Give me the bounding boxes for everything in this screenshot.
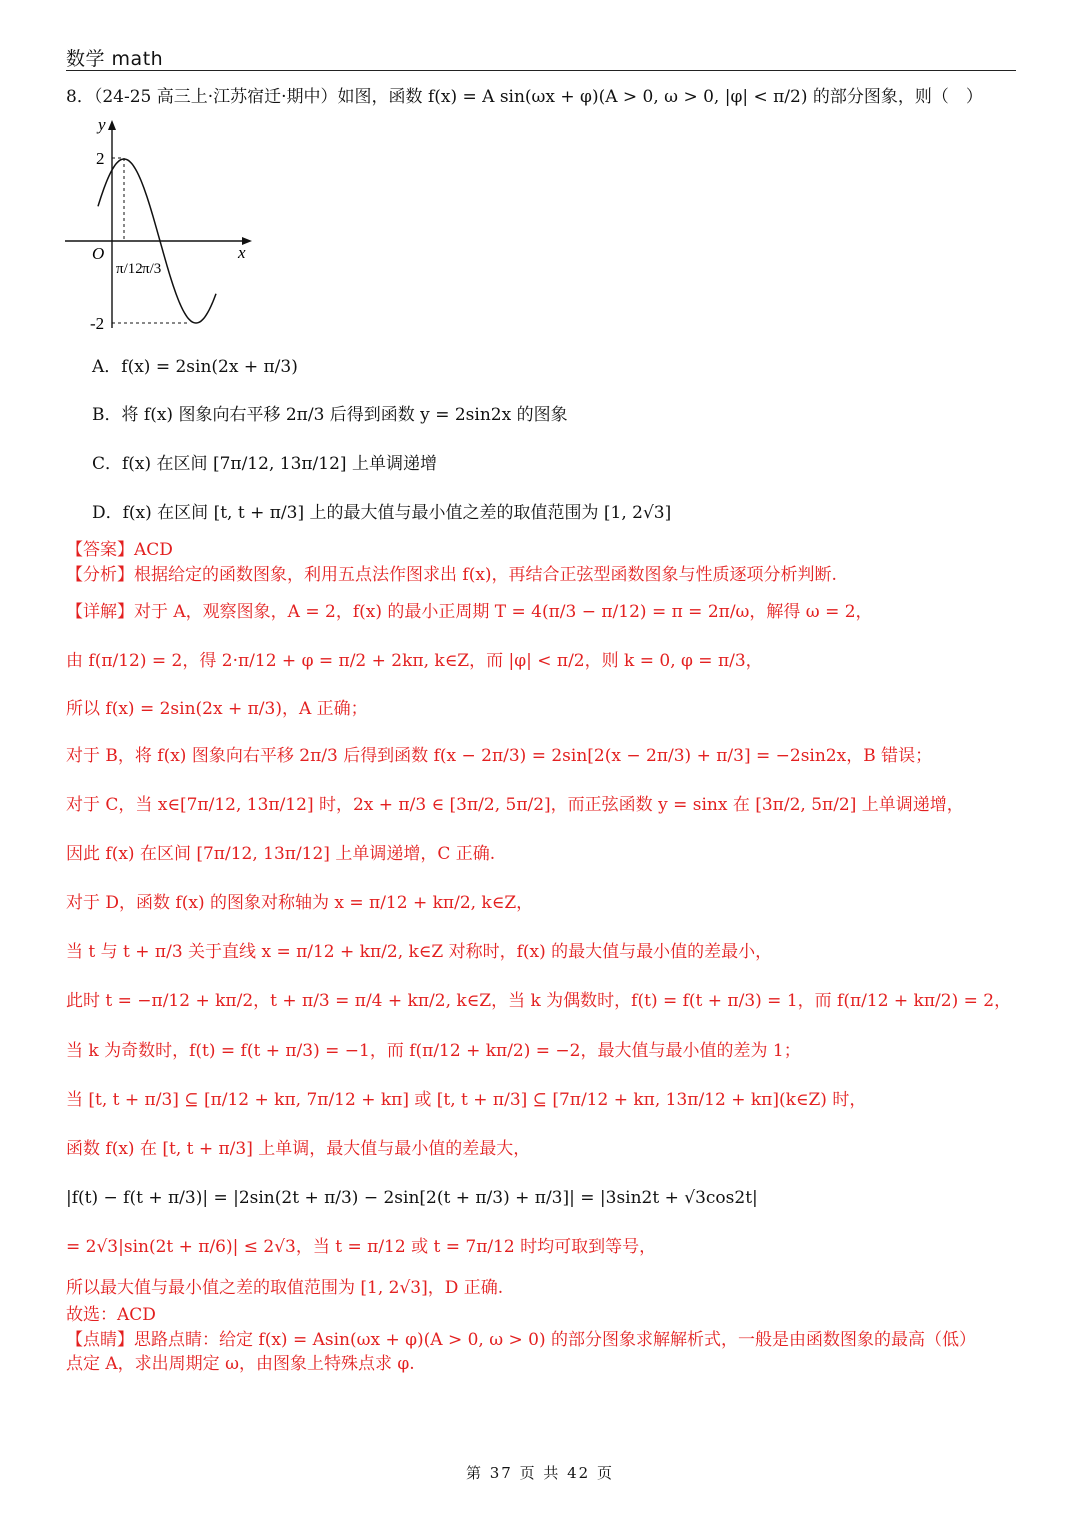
tick-x-pi-over-12: π/12 xyxy=(116,261,143,277)
detail-line: |f(t) − f(t + π/3)| = |2sin(2t + π/3) − 2sin[2(t + π/3) + π/3]| = |3sin2t + √3cos2t| xyxy=(66,1188,758,1208)
detail-line: 对于 D，函数 f(x) 的图象对称轴为 x = π/12 + kπ/2, k∈Z， xyxy=(66,893,534,913)
detail-line: 函数 f(x) 在 [t, t + π/3] 上单调，最大值与最小值的差最大， xyxy=(66,1139,531,1159)
y-axis-arrow-icon xyxy=(108,120,116,130)
comment-line-2: 点定 A，求出周期定 ω，由图象上特殊点求 φ. xyxy=(66,1354,415,1374)
detail-line: 当 [t, t + π/3] ⊆ [π/12 + kπ, 7π/12 + kπ] 或 [t, t + π/3] ⊆ [7π/12 + kπ, 13π/12 + kπ](k∈Z) 时， xyxy=(66,1090,867,1110)
origin-label: O xyxy=(92,244,105,263)
final-choice: 故选：ACD xyxy=(66,1305,156,1325)
detail-line: 此时 t = −π/12 + kπ/2，t + π/3 = π/4 + kπ/2, k∈Z，当 k 为偶数时，f(t) = f(t + π/3) = 1，而 f(π/12 + kπ/2) = 2， xyxy=(66,991,1012,1011)
y-axis-label: y xyxy=(98,118,106,134)
tick-y-min: -2 xyxy=(90,314,105,333)
comment-line-1: 【点睛】思路点睛：给定 f(x) = Asin(ωx + φ)(A > 0, ω > 0) 的部分图象求解解析式，一般是由函数图象的最高（低） xyxy=(66,1330,977,1350)
detail-line: 由 f(π/12) = 2，得 2·π/12 + φ = π/2 + 2kπ, k∈Z，而 |φ| < π/2，则 k = 0, φ = π/3， xyxy=(66,651,763,671)
option-a: A．f(x) = 2sin(2x + π/3) xyxy=(92,357,298,377)
detail-line: 对于 B，将 f(x) 图象向右平移 2π/3 后得到函数 f(x − 2π/3) = 2sin[2(x − 2π/3) + π/3] = −2sin2x，B 错误； xyxy=(66,746,933,766)
option-b: B．将 f(x) 图象向右平移 2π/3 后得到函数 y = 2sin2x 的图象 xyxy=(92,405,568,425)
option-c: C．f(x) 在区间 [7π/12, 13π/12] 上单调递增 xyxy=(92,454,437,474)
analysis: 【分析】根据给定的函数图象，利用五点法作图求出 f(x)，再结合正弦型函数图象与性质逐项分析判断. xyxy=(66,565,837,585)
detail-line: 所以 f(x) = 2sin(2x + π/3)，A 正确； xyxy=(66,699,368,719)
detail-line: 当 t 与 t + π/3 关于直线 x = π/12 + kπ/2, k∈Z 对称时，f(x) 的最大值与最小值的差最小， xyxy=(66,942,773,962)
detail-line: = 2√3|sin(2t + π/6)| ≤ 2√3，当 t = π/12 或 t = 7π/12 时均可取到等号， xyxy=(66,1237,657,1257)
tick-y-max: 2 xyxy=(96,149,105,168)
page-footer: 第 37 页 共 42 页 xyxy=(465,1464,614,1482)
sine-graph xyxy=(60,118,260,338)
answer: 【答案】ACD xyxy=(66,540,173,560)
header-title: 数学 math xyxy=(66,48,164,70)
detail-line: 【详解】对于 A，观察图象，A = 2，f(x) 的最小正周期 T = 4(π/3 − π/12) = π = 2π/ω，解得 ω = 2， xyxy=(66,602,873,622)
question-stem: 8．（24-25 高三上·江苏宿迁·期中）如图，函数 f(x) = A sin(ωx + φ)(A > 0, ω > 0, |φ| < π/2) 的部分图象，则（ ） xyxy=(66,87,983,107)
tick-x-pi-over-3: π/3 xyxy=(142,261,162,277)
detail-line: 当 k 为奇数时，f(t) = f(t + π/3) = −1，而 f(π/12 + kπ/2) = −2，最大值与最小值的差为 1； xyxy=(66,1041,801,1061)
option-d: D．f(x) 在区间 [t, t + π/3] 上的最大值与最小值之差的取值范围为 [1, 2√3] xyxy=(92,503,672,523)
detail-line: 因此 f(x) 在区间 [7π/12, 13π/12] 上单调递增，C 正确. xyxy=(66,844,496,864)
x-axis-label: x xyxy=(238,243,246,262)
detail-line: 所以最大值与最小值之差的取值范围为 [1, 2√3]，D 正确. xyxy=(66,1278,504,1298)
detail-line: 对于 C，当 x∈[7π/12, 13π/12] 时，2x + π/3 ∈ [3π/2, 5π/2]，而正弦函数 y = sinx 在 [3π/2, 5π/2] 上单调递增， xyxy=(66,795,964,815)
page-header xyxy=(66,44,1016,71)
